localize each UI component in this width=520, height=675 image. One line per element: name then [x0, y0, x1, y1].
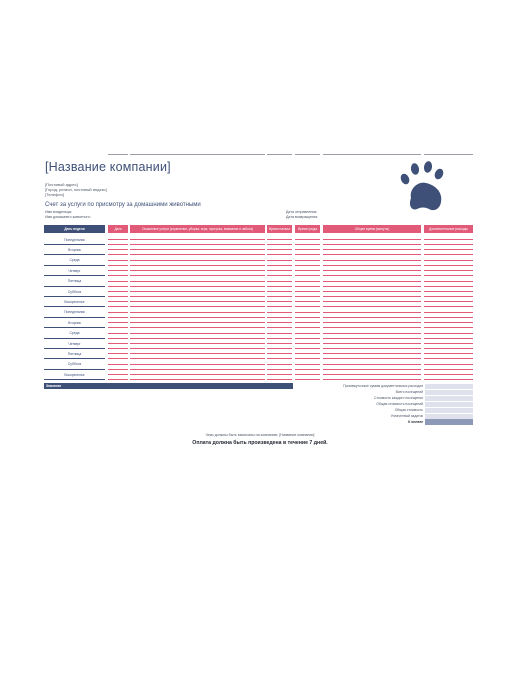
- payable-note: Чеки должны быть выписаны на компанию: [Название компании]: [205, 433, 315, 437]
- cell-rule: [108, 369, 128, 370]
- cell-rule: [424, 364, 473, 365]
- cell-rule: [267, 317, 292, 318]
- cell-rule: [295, 312, 320, 313]
- table-row-day: Вторник: [68, 320, 81, 325]
- cell-rule: [323, 254, 421, 255]
- cell-rule: [267, 348, 292, 349]
- cell-rule: [424, 270, 473, 271]
- header-services: Оказанные услуги (кормление, уборка, игра, прогулка, внимание и забота): [130, 225, 265, 233]
- cell-rule: [323, 296, 421, 297]
- cell-rule: [130, 338, 265, 339]
- cell-rule: [295, 260, 320, 261]
- summary-visits-label: Всего посещений: [395, 390, 423, 394]
- table-row-day: Среда: [69, 331, 80, 336]
- header-extra: Дополнительные расходы: [424, 225, 473, 233]
- header-rule: [424, 154, 473, 155]
- cell-rule: [323, 281, 421, 282]
- cell-rule: [295, 358, 320, 359]
- summary-subtotal-label: Промежуточные суммы документальных расходов: [343, 384, 423, 388]
- cell-rule: [130, 327, 265, 328]
- cell-rule: [424, 275, 473, 276]
- cell-rule: [267, 265, 292, 266]
- cell-rule: [108, 265, 128, 266]
- cell-rule: [323, 239, 421, 240]
- owner-label: Имя владельца:: [45, 210, 72, 214]
- cell-rule: [130, 254, 265, 255]
- cell-rule: [108, 291, 128, 292]
- cell-rule: [130, 244, 265, 245]
- cell-rule: [108, 275, 128, 276]
- cell-rule: [424, 281, 473, 282]
- cell-rule: [267, 270, 292, 271]
- cell-rule: [108, 322, 128, 323]
- cell-rule: [424, 301, 473, 302]
- cell-rule: [424, 306, 473, 307]
- cell-rule: [295, 275, 320, 276]
- table-row-day: Понедельник: [64, 310, 85, 315]
- summary-visits-total-value[interactable]: [425, 402, 473, 407]
- table-row-day: Воскресенье: [64, 299, 85, 304]
- cell-rule: [108, 260, 128, 261]
- cell-rule: [295, 254, 320, 255]
- cell-rule: [424, 249, 473, 250]
- cell-rule: [295, 265, 320, 266]
- cell-rule: [108, 312, 128, 313]
- cell-rule: [108, 379, 128, 380]
- cell-rule: [130, 306, 265, 307]
- cell-rule: [267, 353, 292, 354]
- table-row-day: Суббота: [67, 362, 82, 367]
- return-label: Дата возвращения:: [286, 215, 319, 219]
- cell-rule: [323, 249, 421, 250]
- cell-rule: [323, 317, 421, 318]
- cell-rule: [267, 333, 292, 334]
- cell-rule: [130, 348, 265, 349]
- cell-rule: [424, 286, 473, 287]
- cell-rule: [323, 260, 421, 261]
- cell-rule: [130, 343, 265, 344]
- cell-rule: [295, 333, 320, 334]
- header-day: День недели: [44, 225, 105, 233]
- cell-rule: [267, 369, 292, 370]
- table-row-day: Четверг: [68, 268, 81, 273]
- cell-rule: [130, 312, 265, 313]
- cell-rule: [267, 244, 292, 245]
- cell-rule: [424, 260, 473, 261]
- cell-rule: [130, 265, 265, 266]
- header-time-end: Время ухода: [295, 225, 320, 233]
- cell-rule: [130, 317, 265, 318]
- cell-rule: [424, 291, 473, 292]
- cell-rule: [267, 327, 292, 328]
- cell-rule: [130, 333, 265, 334]
- cell-rule: [267, 306, 292, 307]
- cell-rule: [108, 239, 128, 240]
- cell-rule: [323, 322, 421, 323]
- cell-rule: [130, 270, 265, 271]
- cell-rule: [295, 322, 320, 323]
- cell-rule: [424, 358, 473, 359]
- cell-rule: [108, 249, 128, 250]
- table-row-day: Суббота: [67, 289, 82, 294]
- cell-rule: [323, 364, 421, 365]
- cell-rule: [130, 301, 265, 302]
- cell-rule: [267, 322, 292, 323]
- cell-rule: [267, 374, 292, 375]
- company-name: [Название компании]: [45, 160, 171, 174]
- table-row-day: Пятница: [67, 279, 82, 284]
- cell-rule: [108, 374, 128, 375]
- cell-rule: [295, 249, 320, 250]
- company-city: [Город, регион, почтовый индекс]: [45, 187, 107, 192]
- cell-rule: [267, 291, 292, 292]
- cell-rule: [267, 286, 292, 287]
- cell-rule: [323, 275, 421, 276]
- cell-rule: [130, 275, 265, 276]
- summary-subtotal-value[interactable]: [425, 384, 473, 389]
- cell-rule: [295, 239, 320, 240]
- cell-rule: [108, 343, 128, 344]
- cell-rule: [108, 306, 128, 307]
- cell-rule: [108, 348, 128, 349]
- cell-rule: [424, 343, 473, 344]
- cell-rule: [295, 353, 320, 354]
- summary-visit-cost-label: Стоимость каждого посещения: [373, 396, 423, 400]
- cell-rule: [108, 327, 128, 328]
- cell-rule: [130, 369, 265, 370]
- cell-rule: [267, 239, 292, 240]
- cell-rule: [130, 249, 265, 250]
- cell-rule: [424, 369, 473, 370]
- cell-rule: [267, 301, 292, 302]
- cell-rule: [108, 254, 128, 255]
- cell-rule: [323, 374, 421, 375]
- cell-rule: [295, 301, 320, 302]
- cell-rule: [323, 270, 421, 271]
- cell-rule: [267, 254, 292, 255]
- cell-rule: [295, 343, 320, 344]
- cell-rule: [267, 281, 292, 282]
- summary-total-value[interactable]: [425, 408, 473, 413]
- summary-visit-cost-value[interactable]: [425, 396, 473, 401]
- cell-rule: [295, 374, 320, 375]
- header-rule: [267, 154, 292, 155]
- cell-rule: [108, 244, 128, 245]
- pet-label: Имя домашнего животного:: [45, 215, 91, 219]
- company-address: [Почтовый адрес]: [45, 182, 78, 187]
- cell-rule: [424, 317, 473, 318]
- cell-rule: [267, 260, 292, 261]
- cell-rule: [424, 338, 473, 339]
- cell-rule: [323, 306, 421, 307]
- cell-rule: [323, 379, 421, 380]
- cell-rule: [295, 348, 320, 349]
- cell-rule: [108, 270, 128, 271]
- departure-label: Дата отправления:: [286, 210, 318, 214]
- cell-rule: [108, 286, 128, 287]
- cell-rule: [295, 296, 320, 297]
- summary-due-label: К оплате: [408, 420, 423, 424]
- cell-rule: [295, 327, 320, 328]
- cell-rule: [130, 296, 265, 297]
- summary-deposit-label: Уплаченный задаток: [390, 414, 423, 418]
- summary-visits-total-label: Общая стоимость посещений: [376, 402, 423, 406]
- invoice-title: Счет за услуги по присмотру за домашними животными: [45, 202, 201, 208]
- cell-rule: [267, 364, 292, 365]
- table-row-day: Пятница: [67, 351, 82, 356]
- cell-rule: [424, 374, 473, 375]
- cell-rule: [108, 296, 128, 297]
- cell-rule: [130, 291, 265, 292]
- cell-rule: [130, 260, 265, 261]
- cell-rule: [267, 312, 292, 313]
- table-row-day: Четверг: [68, 341, 81, 346]
- cell-rule: [267, 275, 292, 276]
- header-date: Дата: [108, 225, 128, 233]
- total-bar: Значения: [44, 383, 293, 389]
- header-rule: [323, 154, 421, 155]
- cell-rule: [424, 265, 473, 266]
- header-rule: [130, 154, 265, 155]
- header-rule: [295, 154, 320, 155]
- cell-rule: [295, 270, 320, 271]
- payment-terms: Оплата должна быть произведена в течение 7 дней.: [192, 440, 328, 446]
- cell-rule: [130, 364, 265, 365]
- cell-rule: [267, 338, 292, 339]
- cell-rule: [130, 281, 265, 282]
- cell-rule: [323, 353, 421, 354]
- header-time-start: Время начала: [268, 227, 290, 231]
- cell-rule: [323, 291, 421, 292]
- cell-rule: [295, 338, 320, 339]
- cell-rule: [323, 333, 421, 334]
- cell-rule: [424, 296, 473, 297]
- cell-rule: [130, 239, 265, 240]
- cell-rule: [108, 364, 128, 365]
- table-row-day: Среда: [69, 258, 80, 263]
- cell-rule: [108, 358, 128, 359]
- company-phone: [Телефон]: [45, 192, 64, 197]
- cell-rule: [108, 333, 128, 334]
- cell-rule: [424, 254, 473, 255]
- cell-rule: [323, 327, 421, 328]
- cell-rule: [108, 338, 128, 339]
- cell-rule: [267, 358, 292, 359]
- cell-rule: [108, 281, 128, 282]
- cell-rule: [424, 244, 473, 245]
- cell-rule: [424, 239, 473, 240]
- summary-due-value[interactable]: [425, 419, 473, 425]
- cell-rule: [323, 338, 421, 339]
- cell-rule: [424, 379, 473, 380]
- cell-rule: [295, 291, 320, 292]
- cell-rule: [424, 333, 473, 334]
- summary-visits-value[interactable]: [425, 390, 473, 395]
- cell-rule: [267, 379, 292, 380]
- cell-rule: [323, 348, 421, 349]
- cell-rule: [323, 286, 421, 287]
- cell-rule: [108, 301, 128, 302]
- cell-rule: [267, 249, 292, 250]
- cell-rule: [130, 358, 265, 359]
- cell-rule: [295, 306, 320, 307]
- cell-rule: [424, 348, 473, 349]
- cell-rule: [295, 379, 320, 380]
- cell-rule: [130, 322, 265, 323]
- cell-rule: [323, 301, 421, 302]
- cell-rule: [323, 358, 421, 359]
- cell-rule: [424, 312, 473, 313]
- paw-icon: [395, 160, 453, 216]
- header-rule: [108, 154, 128, 155]
- cell-rule: [424, 322, 473, 323]
- cell-rule: [323, 343, 421, 344]
- cell-rule: [295, 244, 320, 245]
- cell-rule: [108, 317, 128, 318]
- cell-rule: [323, 312, 421, 313]
- table-row-day: Вторник: [68, 247, 81, 252]
- cell-rule: [323, 369, 421, 370]
- cell-rule: [130, 379, 265, 380]
- cell-rule: [130, 286, 265, 287]
- table-row-day: Воскресенье: [64, 372, 85, 377]
- row-rule: [44, 379, 105, 380]
- cell-rule: [130, 353, 265, 354]
- cell-rule: [108, 353, 128, 354]
- cell-rule: [267, 296, 292, 297]
- cell-rule: [295, 317, 320, 318]
- table-row-day: Понедельник: [64, 237, 85, 242]
- cell-rule: [295, 364, 320, 365]
- cell-rule: [323, 265, 421, 266]
- summary-total-label: Общая стоимость: [394, 408, 423, 412]
- cell-rule: [424, 327, 473, 328]
- cell-rule: [267, 343, 292, 344]
- cell-rule: [130, 374, 265, 375]
- cell-rule: [424, 353, 473, 354]
- header-total-time: Общее время (минуты): [323, 225, 421, 233]
- cell-rule: [295, 369, 320, 370]
- cell-rule: [295, 281, 320, 282]
- cell-rule: [323, 244, 421, 245]
- cell-rule: [295, 286, 320, 287]
